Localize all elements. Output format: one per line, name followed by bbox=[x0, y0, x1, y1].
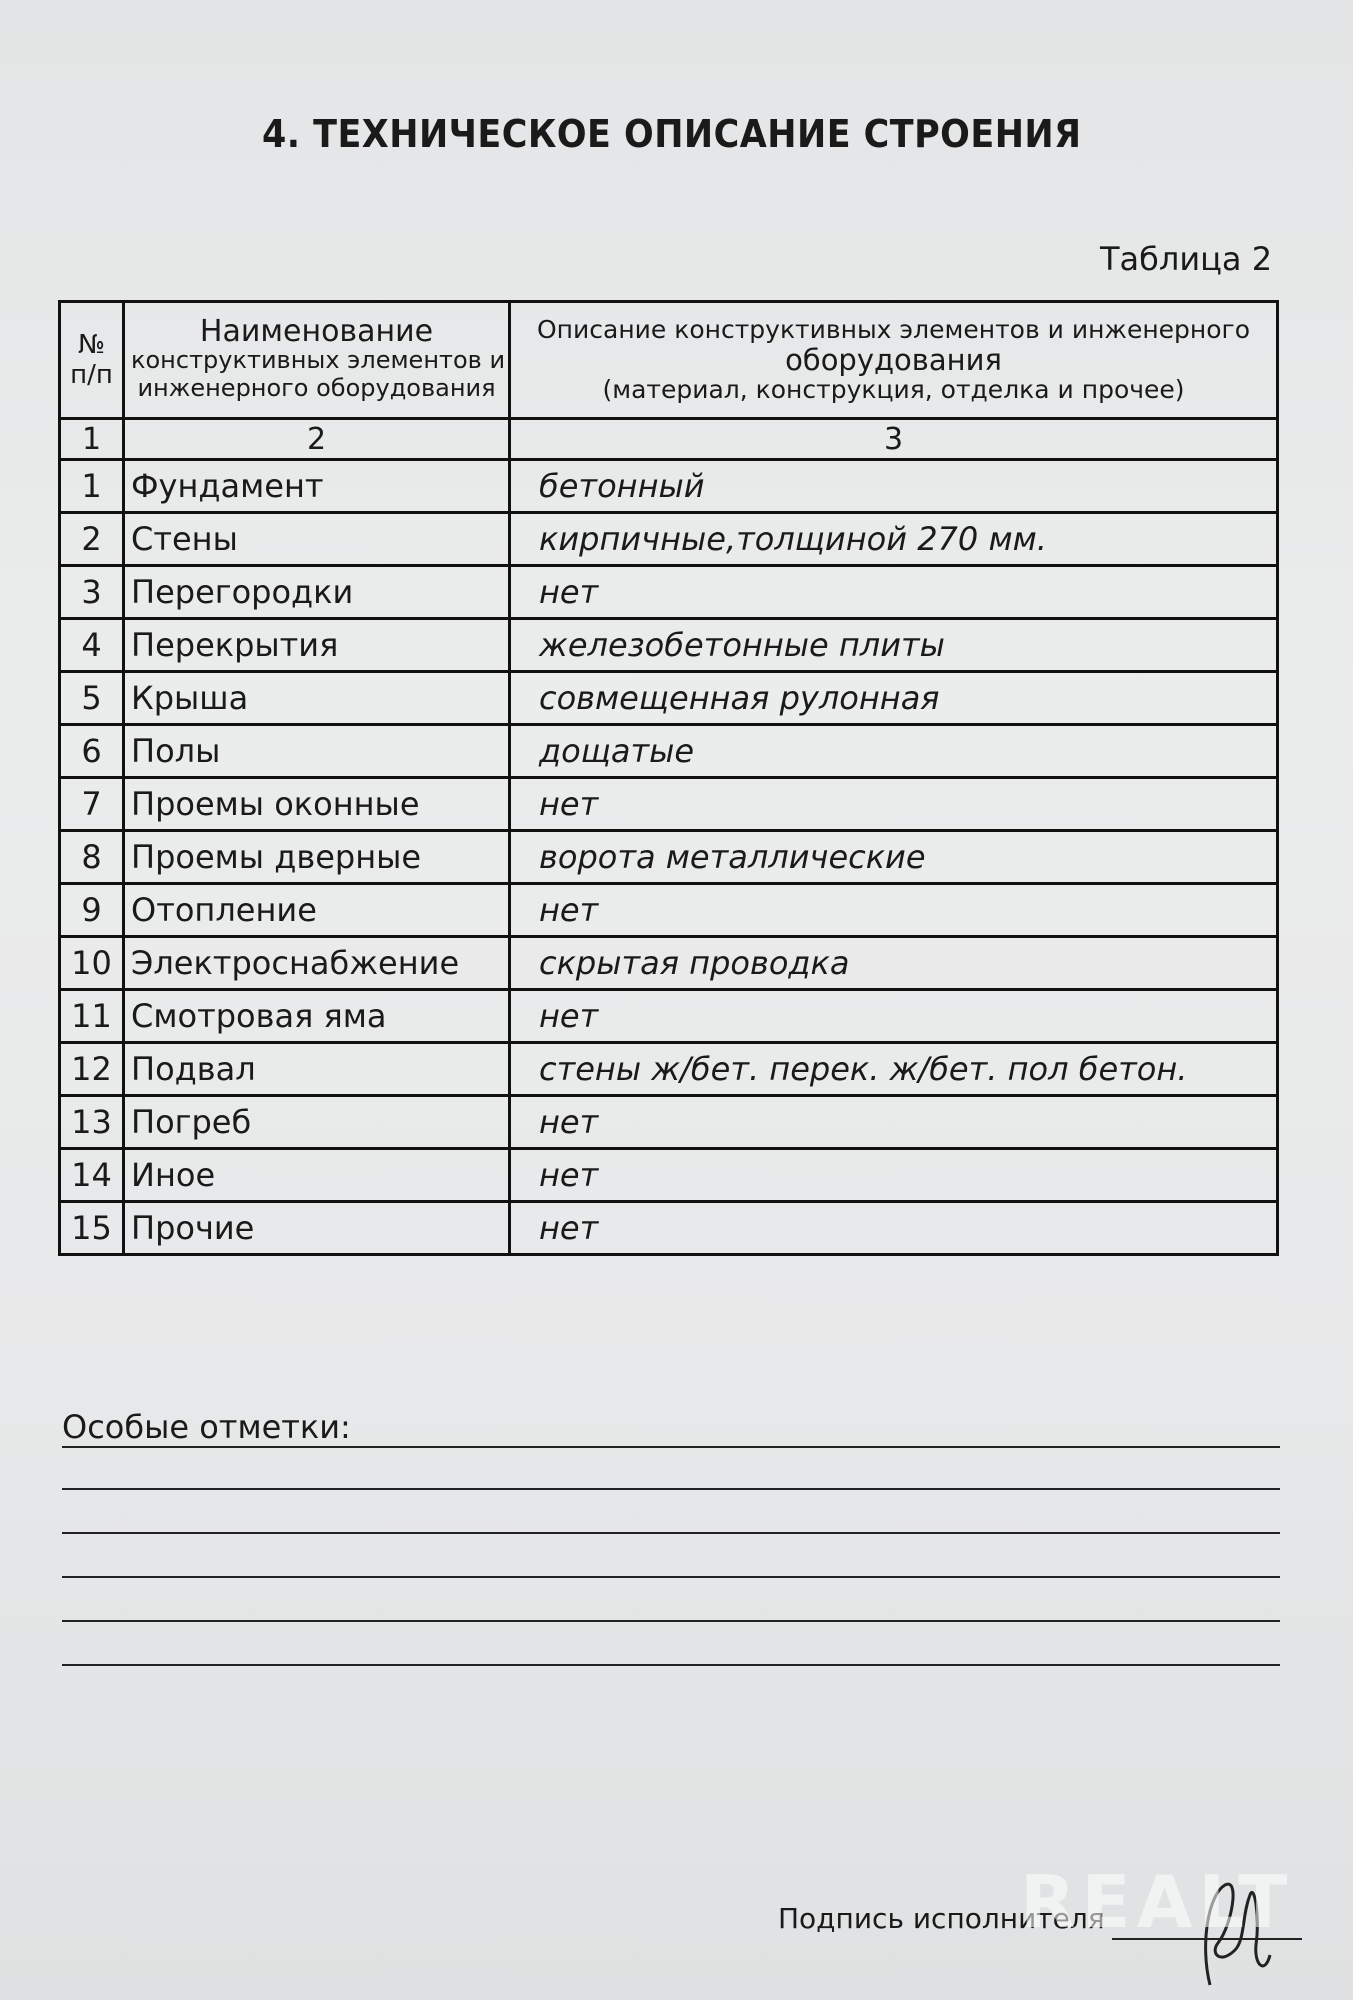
table-row bbox=[60, 513, 1278, 566]
row-element-name: Крыша bbox=[124, 672, 510, 725]
row-element-name: Подвал bbox=[124, 1043, 510, 1096]
row-number: 4 bbox=[60, 619, 124, 672]
row-element-description: нет bbox=[510, 1202, 1278, 1255]
row-element-description: нет bbox=[510, 990, 1278, 1043]
table-row bbox=[60, 725, 1278, 778]
header-number-cell bbox=[60, 302, 124, 419]
column-number-3: 3 bbox=[510, 419, 1278, 460]
row-number: 14 bbox=[60, 1149, 124, 1202]
row-number: 10 bbox=[60, 937, 124, 990]
header-description-line3: (материал, конструкция, отделка и прочее) bbox=[602, 375, 1185, 404]
row-element-description: совмещенная рулонная bbox=[510, 672, 1278, 725]
table-row bbox=[60, 990, 1278, 1043]
row-element-name: Погреб bbox=[124, 1096, 510, 1149]
row-element-name: Полы bbox=[124, 725, 510, 778]
table-row bbox=[60, 831, 1278, 884]
row-element-name: Отопление bbox=[124, 884, 510, 937]
table-row bbox=[60, 1149, 1278, 1202]
row-element-description: скрытая проводка bbox=[510, 937, 1278, 990]
row-number: 9 bbox=[60, 884, 124, 937]
row-number: 13 bbox=[60, 1096, 124, 1149]
row-number: 6 bbox=[60, 725, 124, 778]
row-element-description: дощатые bbox=[510, 725, 1278, 778]
header-description-line2: оборудования bbox=[785, 343, 1002, 377]
notes-label: Особые отметки: bbox=[62, 1408, 351, 1446]
header-name-line3: инженерного оборудования bbox=[137, 374, 496, 402]
table-label: Таблица 2 bbox=[1100, 240, 1273, 278]
notes-line-6 bbox=[62, 1664, 1280, 1666]
row-element-name: Иное bbox=[124, 1149, 510, 1202]
page-title: 4. ТЕХНИЧЕСКОЕ ОПИСАНИЕ СТРОЕНИЯ bbox=[262, 112, 1082, 156]
table-row bbox=[60, 619, 1278, 672]
header-description-line1: Описание конструктивных элементов и инженерного bbox=[536, 315, 1250, 344]
table-row bbox=[60, 937, 1278, 990]
row-element-description: нет bbox=[510, 778, 1278, 831]
header-name-cell bbox=[124, 302, 510, 419]
row-element-description: нет bbox=[510, 1149, 1278, 1202]
row-number: 7 bbox=[60, 778, 124, 831]
row-element-name: Перекрытия bbox=[124, 619, 510, 672]
notes-line-2 bbox=[62, 1488, 1280, 1490]
row-element-name: Проемы оконные bbox=[124, 778, 510, 831]
header-name-line1: Наименование bbox=[199, 314, 434, 349]
row-element-name: Фундамент bbox=[124, 460, 510, 513]
notes-line-3 bbox=[62, 1532, 1280, 1534]
row-number: 12 bbox=[60, 1043, 124, 1096]
column-number-1: 1 bbox=[60, 419, 124, 460]
column-number-2: 2 bbox=[124, 419, 510, 460]
row-element-description: кирпичные,толщиной 270 мм. bbox=[510, 513, 1278, 566]
technical-description-table bbox=[58, 300, 1279, 1256]
table-row bbox=[60, 460, 1278, 513]
table-row bbox=[60, 1043, 1278, 1096]
row-number: 1 bbox=[60, 460, 124, 513]
row-element-name: Электроснабжение bbox=[124, 937, 510, 990]
table-row bbox=[60, 1202, 1278, 1255]
row-number: 11 bbox=[60, 990, 124, 1043]
row-number: 2 bbox=[60, 513, 124, 566]
watermark-logo: REALT bbox=[1020, 1860, 1294, 1944]
table-row bbox=[60, 778, 1278, 831]
row-element-description: железобетонные плиты bbox=[510, 619, 1278, 672]
row-element-description: нет bbox=[510, 1096, 1278, 1149]
row-number: 8 bbox=[60, 831, 124, 884]
table-row bbox=[60, 1096, 1278, 1149]
row-element-description: нет bbox=[510, 884, 1278, 937]
row-element-description: стены ж/бет. перек. ж/бет. пол бетон. bbox=[510, 1043, 1278, 1096]
table-header-row bbox=[60, 302, 1278, 419]
row-element-name: Перегородки bbox=[124, 566, 510, 619]
row-element-description: бетонный bbox=[510, 460, 1278, 513]
row-number: 15 bbox=[60, 1202, 124, 1255]
table-row bbox=[60, 566, 1278, 619]
row-number: 5 bbox=[60, 672, 124, 725]
notes-line-4 bbox=[62, 1576, 1280, 1578]
header-description-cell bbox=[510, 302, 1278, 419]
row-element-name: Проемы дверные bbox=[124, 831, 510, 884]
column-number-row bbox=[60, 419, 1278, 460]
notes-line-5 bbox=[62, 1620, 1280, 1622]
row-element-description: ворота металлические bbox=[510, 831, 1278, 884]
table-body bbox=[60, 460, 1278, 1255]
signature-label: Подпись исполнителя bbox=[778, 1902, 1105, 1935]
row-element-description: нет bbox=[510, 566, 1278, 619]
table-row bbox=[60, 884, 1278, 937]
header-name-line2: конструктивных элементов и bbox=[131, 346, 506, 374]
table-row bbox=[60, 672, 1278, 725]
row-number: 3 bbox=[60, 566, 124, 619]
header-number-sign: № bbox=[77, 330, 106, 360]
row-element-name: Прочие bbox=[124, 1202, 510, 1255]
row-element-name: Стены bbox=[124, 513, 510, 566]
notes-line-1 bbox=[62, 1446, 1280, 1448]
row-element-name: Смотровая яма bbox=[124, 990, 510, 1043]
header-number-abbr: п/п bbox=[70, 360, 113, 390]
